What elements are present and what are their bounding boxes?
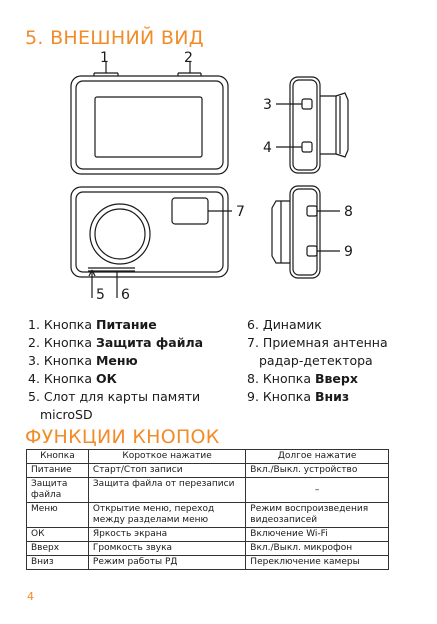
cell-long: Режим воспроизведения видеозаписей	[246, 503, 389, 528]
cell-button: Вниз	[27, 556, 89, 570]
cell-long: –	[246, 478, 389, 503]
cell-button: ОК	[27, 528, 89, 542]
header-button: Кнопка	[27, 450, 89, 464]
parts-list-right	[247, 316, 432, 406]
part-item-9: 9. Кнопка Вниз	[247, 389, 350, 404]
front-view	[71, 73, 228, 174]
part-item-1: 1. Кнопка Питание	[28, 317, 157, 332]
table-row	[27, 556, 389, 570]
cell-short: Защита файла от перезаписи	[88, 478, 245, 503]
callout-6: 6	[121, 287, 130, 303]
parts-list-left	[28, 316, 233, 424]
cell-short: Открытие меню, переход между разделами меню	[88, 503, 245, 528]
cell-short: Громкость звука	[88, 542, 245, 556]
callout-4: 4	[263, 140, 272, 156]
functions-title: ФУНКЦИИ КНОПОК	[25, 426, 220, 448]
part-item-5: 5. Слот для карты памяти	[28, 389, 201, 404]
back-view	[71, 187, 228, 277]
callout-3: 3	[263, 97, 272, 113]
page-number: 4	[27, 590, 34, 603]
table-row	[27, 542, 389, 556]
table-row	[27, 503, 389, 528]
cell-long: Включение Wi-Fi	[246, 528, 389, 542]
table-row	[27, 528, 389, 542]
part-item-6: 6. Динамик	[247, 317, 322, 332]
table-row	[27, 464, 389, 478]
cell-button: Защита файла	[27, 478, 89, 503]
callout-1: 1	[100, 50, 109, 66]
cell-short: Яркость экрана	[88, 528, 245, 542]
cell-short: Старт/Стоп записи	[88, 464, 245, 478]
cell-short: Режим работы РД	[88, 556, 245, 570]
callout-9: 9	[344, 244, 353, 260]
side-view-top	[290, 77, 348, 173]
part-item-7-cont: радар-детектора	[259, 353, 373, 368]
section-title: 5. ВНЕШНИЙ ВИД	[25, 27, 204, 49]
cell-button: Меню	[27, 503, 89, 528]
device-diagram	[0, 0, 437, 310]
side-view-bottom	[272, 186, 320, 278]
cell-button: Вверх	[27, 542, 89, 556]
table-header-row	[27, 450, 389, 464]
callout-5: 5	[96, 287, 105, 303]
header-short-press: Короткое нажатие	[88, 450, 245, 464]
callout-2: 2	[184, 50, 193, 66]
button-functions-table	[26, 449, 389, 570]
cell-long: Переключение камеры	[246, 556, 389, 570]
header-long-press: Долгое нажатие	[246, 450, 389, 464]
part-item-8: 8. Кнопка Вверх	[247, 371, 358, 386]
cell-long: Вкл./Выкл. устройство	[246, 464, 389, 478]
cell-long: Вкл./Выкл. микрофон	[246, 542, 389, 556]
part-item-3: 3. Кнопка Меню	[28, 353, 138, 368]
callout-8: 8	[344, 204, 353, 220]
table-row	[27, 478, 389, 503]
part-item-7: 7. Приемная антенна	[247, 335, 388, 350]
callout-7: 7	[236, 204, 245, 220]
cell-button: Питание	[27, 464, 89, 478]
part-item-4: 4. Кнопка ОК	[28, 371, 117, 386]
part-item-2: 2. Кнопка Защита файла	[28, 335, 204, 350]
part-item-5-cont: microSD	[40, 407, 93, 422]
